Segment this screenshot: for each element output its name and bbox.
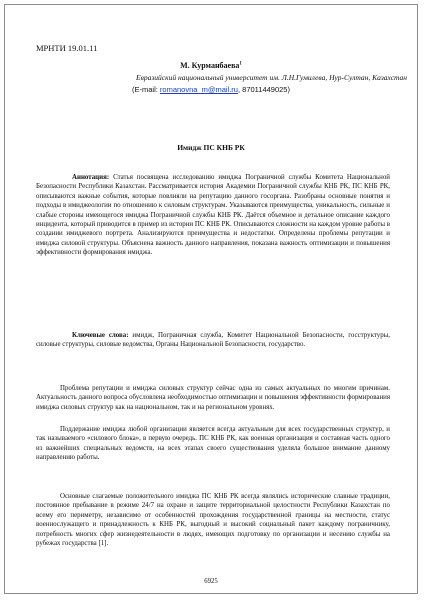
abstract-label: Аннотация: xyxy=(72,174,110,181)
body-paragraph: Поддержание имиджа любой организации является всегда актуальным для всех государственных структур, и так называемого «силового блока», в первую очередь. ПС КНБ РК, как военная организация и составная часть одного из важнейших специальных ведомств, на всех этапах своего существования уделяла большое внимание данному направлению работы. xyxy=(36,426,390,462)
keywords-paragraph xyxy=(36,331,390,350)
author-name-text: М. Курманбаева xyxy=(180,61,240,70)
keywords-text: имидж, Пограничная служба, Комитет Национальной Безопасности, госструктуры, силовые структуры, силовые ведомства, Органы Национальной Безопасности, государство. xyxy=(36,332,390,349)
author-name xyxy=(5,61,417,70)
author-affiliation-mark: 1 xyxy=(239,61,242,67)
keywords-label: Ключевые слова: xyxy=(72,332,129,339)
body-paragraph: Основные слагаемые положительного имиджа ПС КНБ РК всегда являлись исторические славные традиции, постоянное пребывание в режиме 24/7 на охране и защите территориальной целостности Республики Казахстан по всему его периметру, независимо от особенностей прохождения государственной границы на местности, статус военнослужащего и принадлежность к КНБ РК, выгодный и высокий социальный пакет каждому пограничнику, потребность многих сфер жизнедеятельности в людях, имеющих подготовку по организации и несению службы на рубежах государства [1]. xyxy=(36,493,390,548)
author-contact xyxy=(5,85,417,94)
email-suffix: , 87011449025) xyxy=(237,85,290,94)
abstract-text: Статья посвящена исследованию имиджа Пограничной службы Комитета Национальной Безопасности Республики Казахстан. Рассматривается история Академии Пограничной службы КНБ РК, ПС КНБ РК, описываются важные события, которые повлияли на репутацию данного госоргана. Разобраны основные понятия и подходы в имиджеологии по отношению к силовым структурам. Указываются преимущества, уникальность, сильные и слабые стороны имеющегося имиджа Пограничной службы КНБ РК. Даётся объемное и детальное описание каждого инцидента, который приводится в пример из истории ПС КНБ РК. Описываются сложности на каждом уровне работы в создании имиджевого портрета. Анализируются преимущества и недостатки. Определены проблемы репутации и имиджа силовой структуры. Объяснена важность данного направления, показана важность оптимизации и повышения эффективности формирования имиджа. xyxy=(36,174,390,257)
page-number: 6925 xyxy=(204,578,218,585)
email-prefix: (E-mail: xyxy=(132,85,160,94)
udc-code: МРНТИ 19.01.11 xyxy=(36,43,98,53)
abstract-paragraph xyxy=(36,173,390,258)
email-link[interactable]: romanovna_m@mail.ru xyxy=(159,85,238,94)
body-paragraph: Проблема репутации и имиджа силовых структур сейчас одна из самых актуальных по многим причинам. Актуальность данного вопроса обусловлена необходимостью оптимизации и повышения эффективности формирования имиджа силовых структур как на национальном, так и на региональном уровнях. xyxy=(36,385,390,411)
article-title: Имидж ПС КНБ РК xyxy=(177,143,245,152)
author-affiliation: Евразийский национальный университет им. Л.Н.Гумилева, Нур-Султан, Казахстан xyxy=(136,73,407,82)
document-page xyxy=(4,4,418,594)
